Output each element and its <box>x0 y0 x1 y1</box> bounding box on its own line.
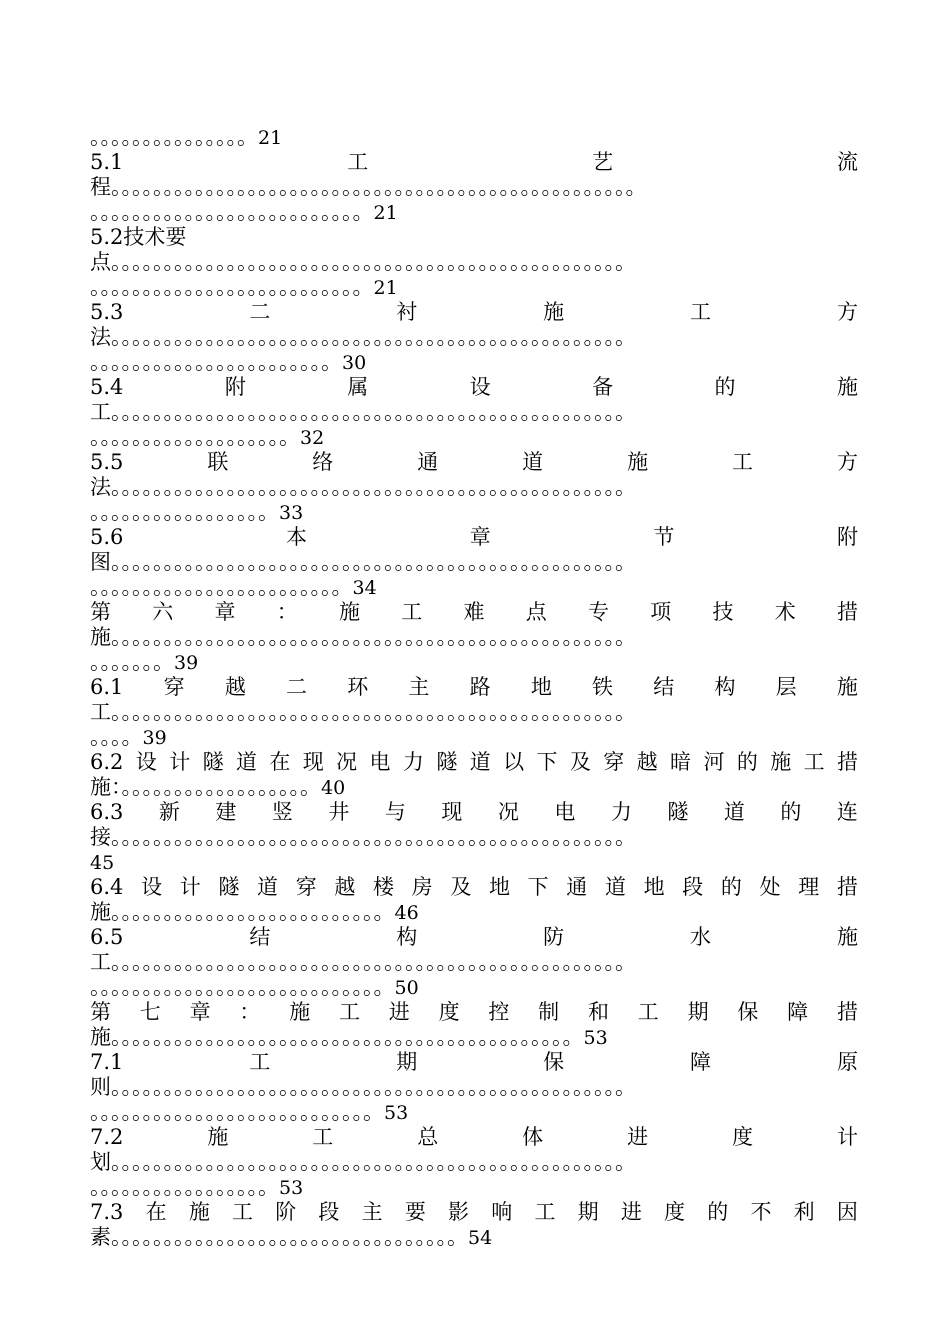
toc-heading-word: ： <box>239 1000 261 1024</box>
toc-heading-word: 体 <box>522 1125 544 1149</box>
toc-heading-word: 响 <box>491 1200 513 1224</box>
toc-heading-word: 章 <box>189 1000 211 1024</box>
toc-leader-continuation <box>90 975 858 1000</box>
toc-heading-word: 本 <box>286 525 308 549</box>
toc-dot-leader: 。。。。。。。。。。。。。。。。。。。。。。。。。。。。。。。。。。。。。。。。。。。。。。。。。。 <box>111 175 647 199</box>
toc-heading-word: ： <box>276 600 298 624</box>
toc-heading-word: 段 <box>682 875 704 899</box>
toc-heading-word: 因 <box>836 1200 858 1224</box>
toc-leader-continuation <box>90 425 858 450</box>
toc-page-number: 50 <box>394 977 419 999</box>
toc-heading-word: 与 <box>384 800 406 824</box>
toc-heading-word: 要 <box>404 1200 426 1224</box>
toc-heading-tail: 点 <box>90 250 111 274</box>
toc-page-number: 45 <box>90 852 115 874</box>
toc-heading-word: 及 <box>569 750 591 774</box>
toc-heading-word: 建 <box>215 800 237 824</box>
toc-heading-word: 道 <box>257 875 279 899</box>
toc-heading-tail: 法 <box>90 475 111 499</box>
toc-heading-word: 5.6 <box>90 525 124 549</box>
toc-heading-word: 通 <box>566 875 588 899</box>
toc-leader-line <box>90 1225 858 1250</box>
toc-dot-leader: 。。。。。。。。。。。。。。。。。。。。。。。。。。。。。。。。。。。。。。。。。。。。。。。。。 <box>111 475 636 499</box>
toc-heading-word: 障 <box>690 1050 712 1074</box>
toc-heading-word: 通 <box>417 450 439 474</box>
toc-heading-word: 工 <box>534 1200 556 1224</box>
toc-dot-leader: 。。。。。。。。。。。。。。。。。 <box>90 1175 279 1199</box>
toc-heading-word: 道 <box>604 875 626 899</box>
toc-leader-line <box>90 900 858 925</box>
toc-heading-word: 工 <box>312 1125 334 1149</box>
toc-heading-tail: 法 <box>90 325 111 349</box>
toc-heading-word: 穿 <box>163 675 185 699</box>
toc-heading-word: 工 <box>232 1200 254 1224</box>
toc-heading-word: 度 <box>438 1000 460 1024</box>
toc-page-number: 54 <box>468 1227 493 1249</box>
toc-heading-word: 障 <box>787 1000 809 1024</box>
toc-heading-tail: 划 <box>90 1150 111 1174</box>
toc-heading-word: 度 <box>664 1200 686 1224</box>
toc-dot-leader: 。。。。。。。。。。。。。。。。。。。。。。。。。。 <box>90 200 374 224</box>
toc-heading-word: 节 <box>653 525 675 549</box>
toc-heading-word: 施 <box>836 675 858 699</box>
toc-heading-word: 进 <box>620 1200 642 1224</box>
toc-heading-word: 道 <box>235 750 257 774</box>
toc-heading[interactable] <box>90 450 858 475</box>
toc-heading-word: 附 <box>224 375 246 399</box>
toc-heading-word: 6.4 <box>90 875 124 899</box>
toc-heading-word: 流 <box>836 150 858 174</box>
toc-page-number: 32 <box>300 427 325 449</box>
toc-heading-word: 房 <box>411 875 433 899</box>
toc-heading-word: 道 <box>723 800 745 824</box>
toc-heading-word: 措 <box>836 1000 858 1024</box>
toc-leader-continuation <box>90 200 858 225</box>
toc-heading-word: 5.1 <box>90 150 124 174</box>
toc-heading-word: 六 <box>152 600 174 624</box>
toc-heading-tail: 施： <box>90 775 122 799</box>
toc-heading-word: 防 <box>543 925 565 949</box>
toc-heading-word: 措 <box>836 875 858 899</box>
toc-heading-word: 结 <box>653 675 675 699</box>
toc-heading-word: 道 <box>522 450 544 474</box>
toc-heading-word: 现 <box>441 800 463 824</box>
toc-dot-leader: 。。。。。。。。。。。。。。。。。 <box>90 500 279 524</box>
toc-heading-word: 处 <box>759 875 781 899</box>
toc-heading-tail: 施 <box>90 1025 111 1049</box>
toc-page-number: 53 <box>583 1027 608 1049</box>
toc-heading-word: 6.5 <box>90 925 124 949</box>
toc-page-number: 34 <box>352 577 377 599</box>
toc-heading-word: 计 <box>836 1125 858 1149</box>
toc-heading-word: 第 <box>90 1000 111 1024</box>
toc-heading-word: 利 <box>793 1200 815 1224</box>
toc-heading-word: 越 <box>224 675 246 699</box>
toc-heading-word: 工 <box>338 1000 360 1024</box>
toc-heading[interactable] <box>90 800 858 825</box>
toc-leader-line <box>90 250 858 275</box>
toc-heading-word: 专 <box>588 600 609 624</box>
toc-heading[interactable] <box>90 1125 858 1150</box>
toc-heading-word: 的 <box>736 750 758 774</box>
toc-page-number: 40 <box>321 777 346 799</box>
toc-heading-word: 络 <box>312 450 334 474</box>
toc-heading-word: 的 <box>780 800 802 824</box>
toc-heading-tail: 程 <box>90 175 111 199</box>
toc-heading-word: 7.2 <box>90 1125 124 1149</box>
toc-dot-leader: 。。。。。。。。。。。。。。。。。。。 <box>90 425 300 449</box>
toc-heading-word: 电 <box>369 750 391 774</box>
toc-heading-word: 越 <box>636 750 658 774</box>
toc-heading-word: 下 <box>527 875 549 899</box>
toc-heading-word: 艺 <box>592 150 614 174</box>
toc-heading-word: 施 <box>770 750 792 774</box>
toc-dot-leader: 。。。。。。。 <box>90 650 174 674</box>
toc-leader-line <box>90 475 858 500</box>
toc-leader-line <box>90 625 858 650</box>
toc-heading[interactable] <box>90 1200 858 1225</box>
toc-leader-continuation <box>90 850 858 875</box>
toc-heading-word: 工 <box>637 1000 659 1024</box>
toc-page-number: 21 <box>373 277 398 299</box>
toc-heading-word: 阶 <box>275 1200 297 1224</box>
toc-heading-word: 保 <box>737 1000 759 1024</box>
toc-heading-word: 在 <box>269 750 291 774</box>
toc-heading-word: 7.1 <box>90 1050 124 1074</box>
toc-heading-word: 穿 <box>295 875 317 899</box>
toc-leader-continuation <box>90 1175 858 1200</box>
toc-heading-word: 和 <box>587 1000 609 1024</box>
toc-heading-word: 5.5 <box>90 450 124 474</box>
toc-heading-word: 工 <box>401 600 423 624</box>
toc-heading-word: 难 <box>463 600 485 624</box>
toc-heading-word: 连 <box>836 800 858 824</box>
toc-heading[interactable] <box>90 1050 858 1075</box>
toc-heading-word: 工 <box>347 150 369 174</box>
toc-heading-word: 原 <box>836 1050 858 1074</box>
toc-heading-tail: 接 <box>90 825 111 849</box>
toc-heading-word: 暗 <box>670 750 692 774</box>
toc-heading-word: 技 <box>712 600 734 624</box>
toc-heading-word: 结 <box>249 925 271 949</box>
toc-heading-word: 度 <box>732 1125 754 1149</box>
toc-dot-leader: 。。。。。。。。。。。。。。。。。。。。。。。。。。。。。。。。。。。。。。。。。。。。。。。。。 <box>111 825 636 849</box>
toc-heading[interactable] <box>90 750 858 775</box>
toc-dot-leader: 。。。。。。。。。。。。。。。。。。。。。。。。。。。。。。。。。。。。。。。。。。。。。。。。。 <box>111 1075 636 1099</box>
toc-leader-line <box>90 1075 858 1100</box>
toc-leader-line <box>90 825 858 850</box>
toc-leader-line <box>90 1150 858 1175</box>
toc-heading-word: 电 <box>554 800 576 824</box>
toc-heading[interactable] <box>90 225 858 250</box>
toc-leader-line <box>90 775 858 800</box>
toc-heading-word: 隧 <box>667 800 689 824</box>
toc-page-number: 39 <box>174 652 199 674</box>
toc-leader-line <box>90 125 858 150</box>
toc-page-number: 46 <box>394 902 419 924</box>
toc-leader-line <box>90 1025 858 1050</box>
toc-heading-word: 越 <box>334 875 356 899</box>
toc-heading-word: 章 <box>214 600 236 624</box>
toc-leader-continuation <box>90 500 858 525</box>
toc-heading-word: 二 <box>286 675 308 699</box>
toc-heading-word: 现 <box>302 750 324 774</box>
toc-page-number: 21 <box>373 202 398 224</box>
toc-heading-tail: 施 <box>90 900 111 924</box>
toc-heading-word: 路 <box>469 675 491 699</box>
toc-heading-word: 期 <box>577 1200 599 1224</box>
toc-heading-word: 期 <box>396 1050 418 1074</box>
toc-heading[interactable] <box>90 150 858 175</box>
toc-heading-word: 措 <box>837 750 858 774</box>
toc-heading-word: 5.4 <box>90 375 124 399</box>
toc-leader-continuation <box>90 350 858 375</box>
toc-heading-word: 计 <box>179 875 201 899</box>
toc-heading-word: 新 <box>158 800 180 824</box>
toc-heading-word: 水 <box>690 925 712 949</box>
toc-heading[interactable] <box>90 1000 858 1025</box>
toc-dot-leader: 。。。。。。。。。。。。。。。。。。。。。。。。。。。。。。。。。。。。。。。。。。。。 <box>111 1025 584 1049</box>
toc-dot-leader: 。。。。。。。。。。。。。。。。。。。。。。。。。。。。 <box>90 975 395 999</box>
toc-heading-word: 隧 <box>202 750 224 774</box>
toc-dot-leader: 。。。。。。。。。。。。。。。 <box>90 125 258 149</box>
toc-heading-word: 在 <box>145 1200 167 1224</box>
toc-heading-word: 施 <box>836 925 858 949</box>
toc-heading-word: 总 <box>417 1125 439 1149</box>
toc-heading[interactable] <box>90 600 858 625</box>
toc-heading-word: 的 <box>714 375 736 399</box>
toc-heading-word: 联 <box>207 450 229 474</box>
toc-leader-line <box>90 325 858 350</box>
toc-heading-word: 期 <box>687 1000 709 1024</box>
toc-heading-word: 控 <box>488 1000 510 1024</box>
toc-dot-leader: 。。。。。。。。。。。。。。。。。。。。。。。。。。。。。。。。。。。。。。。。。。。。。。。。。 <box>111 1150 636 1174</box>
toc-heading-word: 6.3 <box>90 800 124 824</box>
toc-heading-word: 方 <box>836 300 858 324</box>
toc-heading-word: 力 <box>610 800 632 824</box>
toc-heading-word: 施 <box>543 300 565 324</box>
toc-heading-word: 二 <box>249 300 271 324</box>
toc-heading-word: 设 <box>469 375 491 399</box>
toc-dot-leader: 。。。。。。。。。。。。。。。。。。。。。。。。。。。。。。。。。。。。。。。。。。。。。。。。。 <box>111 550 636 574</box>
toc-leader-continuation <box>90 275 858 300</box>
toc-heading-word: 进 <box>627 1125 649 1149</box>
toc-page-number: 33 <box>279 502 304 524</box>
toc-heading-word: 穿 <box>603 750 625 774</box>
toc-dot-leader: 。。。。。。。。。。。。。。。。。。。。。。。。。。 <box>111 900 395 924</box>
toc-dot-leader: 。。。。。。。。。。。。。。。。。。。。。。。。。。。 <box>90 1100 384 1124</box>
toc-heading-word: 设 <box>135 750 157 774</box>
toc-heading-word: 6.1 <box>90 675 124 699</box>
toc-heading[interactable] <box>90 300 858 325</box>
toc-heading-word: 6.2 <box>90 750 124 774</box>
toc-dot-leader: 。。。。。。。。。。。。。。。。。。。。。。。。。。。。。。。。。。。。。。。。。。。。。。。。。 <box>111 700 636 724</box>
toc-leader-continuation <box>90 725 858 750</box>
toc-heading[interactable] <box>90 675 858 700</box>
toc-heading[interactable] <box>90 525 858 550</box>
toc-heading-tail: 素 <box>90 1225 111 1249</box>
toc-heading-word: 道 <box>469 750 491 774</box>
toc-heading-word: 地 <box>643 875 665 899</box>
toc-leader-line <box>90 400 858 425</box>
toc-heading-word: 5.2技术要 <box>90 225 187 249</box>
toc-heading-word: 力 <box>402 750 424 774</box>
toc-heading-word: 隧 <box>436 750 458 774</box>
toc-heading-word: 井 <box>328 800 350 824</box>
toc-page-number: 39 <box>142 727 167 749</box>
toc-dot-leader: 。。。。。。。。。。。。。。。。。。。。。。。。。。。。。。。。。 <box>111 1225 468 1249</box>
toc-heading-word: 以 <box>503 750 525 774</box>
toc-dot-leader: 。。。。。。。。。。。。。。。。。。。。。。。。 <box>90 575 353 599</box>
toc-dot-leader: 。。。。 <box>90 725 143 749</box>
toc-heading-word: 施 <box>188 1200 210 1224</box>
toc-heading-word: 工 <box>732 450 754 474</box>
toc-dot-leader: 。。。。。。。。。。。。。。。。。。 <box>121 775 321 799</box>
toc-leader-line <box>90 550 858 575</box>
toc-heading-word: 段 <box>318 1200 340 1224</box>
toc-heading-word: 施 <box>627 450 649 474</box>
toc-heading-word: 地 <box>488 875 510 899</box>
toc-heading-word: 影 <box>448 1200 470 1224</box>
toc-heading-word: 措 <box>837 600 858 624</box>
toc-heading-word: 方 <box>836 450 858 474</box>
toc-leader-continuation <box>90 650 858 675</box>
toc-heading-word: 工 <box>690 300 712 324</box>
toc-heading-word: 施 <box>289 1000 311 1024</box>
toc-heading-word: 设 <box>141 875 163 899</box>
toc-heading-word: 下 <box>536 750 558 774</box>
toc-leader-line <box>90 700 858 725</box>
toc-heading-word: 地 <box>530 675 552 699</box>
toc-page-number: 30 <box>342 352 367 374</box>
toc-heading-word: 计 <box>169 750 191 774</box>
toc-dot-leader: 。。。。。。。。。。。。。。。。。。。。。。。。。。。。。。。。。。。。。。。。。。。。。。。。。 <box>111 625 636 649</box>
toc-heading-word: 构 <box>396 925 418 949</box>
toc-heading-word: 工 <box>803 750 825 774</box>
toc-heading-word: 衬 <box>396 300 418 324</box>
toc-heading-tail: 工 <box>90 400 111 424</box>
toc-heading-tail: 工 <box>90 700 111 724</box>
toc-dot-leader: 。。。。。。。。。。。。。。。。。。。。。。。。。。。。。。。。。。。。。。。。。。。。。。。。。 <box>111 400 636 424</box>
toc-heading-word: 主 <box>361 1200 383 1224</box>
toc-heading-word: 制 <box>538 1000 560 1024</box>
toc-heading-word: 工 <box>249 1050 271 1074</box>
toc-heading[interactable] <box>90 875 858 900</box>
toc-heading-word: 章 <box>469 525 491 549</box>
toc-heading-word: 项 <box>650 600 672 624</box>
toc-heading-word: 的 <box>707 1200 729 1224</box>
toc-heading-tail: 施 <box>90 625 111 649</box>
toc-heading-word: 7.3 <box>90 1200 124 1224</box>
toc-heading-word: 点 <box>525 600 547 624</box>
toc-heading-word: 及 <box>450 875 472 899</box>
toc-dot-leader: 。。。。。。。。。。。。。。。。。。。。。。。 <box>90 350 342 374</box>
toc-heading-word: 铁 <box>592 675 614 699</box>
toc-dot-leader: 。。。。。。。。。。。。。。。。。。。。。。。。。。 <box>90 275 374 299</box>
toc-heading-word: 施 <box>836 375 858 399</box>
toc-heading[interactable] <box>90 925 858 950</box>
toc-leader-continuation <box>90 1100 858 1125</box>
toc-page-number: 53 <box>384 1102 409 1124</box>
toc-heading-word: 竖 <box>271 800 293 824</box>
toc-heading-word: 5.3 <box>90 300 124 324</box>
toc-heading-word: 理 <box>798 875 820 899</box>
toc-heading-word: 隧 <box>218 875 240 899</box>
toc-heading-word: 进 <box>388 1000 410 1024</box>
toc-heading-word: 环 <box>347 675 369 699</box>
toc-heading-word: 况 <box>497 800 519 824</box>
toc-heading-tail: 工 <box>90 950 111 974</box>
toc-heading-word: 保 <box>543 1050 565 1074</box>
toc-heading-word: 楼 <box>373 875 394 899</box>
toc-heading-word: 构 <box>714 675 736 699</box>
toc-heading-word: 施 <box>339 600 360 624</box>
toc-heading-word: 附 <box>836 525 858 549</box>
toc-leader-line <box>90 175 858 200</box>
toc-dot-leader: 。。。。。。。。。。。。。。。。。。。。。。。。。。。。。。。。。。。。。。。。。。。。。。。。。 <box>111 325 636 349</box>
toc-leader-continuation <box>90 575 858 600</box>
toc-heading-word: 术 <box>774 600 796 624</box>
toc-heading-word: 层 <box>775 675 797 699</box>
toc-heading-tail: 则 <box>90 1075 111 1099</box>
toc-heading-word: 河 <box>703 750 725 774</box>
toc-heading-tail: 图 <box>90 550 111 574</box>
toc-heading-word: 七 <box>139 1000 161 1024</box>
toc-heading-word: 第 <box>90 600 111 624</box>
toc-page-number: 21 <box>258 127 283 149</box>
toc-heading-word: 不 <box>750 1200 772 1224</box>
toc-heading-word: 施 <box>207 1125 229 1149</box>
toc-heading-word: 况 <box>336 750 358 774</box>
toc-page-number: 53 <box>279 1177 304 1199</box>
toc-heading-word: 属 <box>347 375 369 399</box>
toc-heading-word: 主 <box>408 675 430 699</box>
toc-heading[interactable] <box>90 375 858 400</box>
toc-heading-word: 备 <box>592 375 614 399</box>
toc-dot-leader: 。。。。。。。。。。。。。。。。。。。。。。。。。。。。。。。。。。。。。。。。。。。。。。。。。 <box>111 250 636 274</box>
toc-leader-line <box>90 950 858 975</box>
toc-dot-leader: 。。。。。。。。。。。。。。。。。。。。。。。。。。。。。。。。。。。。。。。。。。。。。。。。。 <box>111 950 636 974</box>
toc-heading-word: 的 <box>720 875 742 899</box>
